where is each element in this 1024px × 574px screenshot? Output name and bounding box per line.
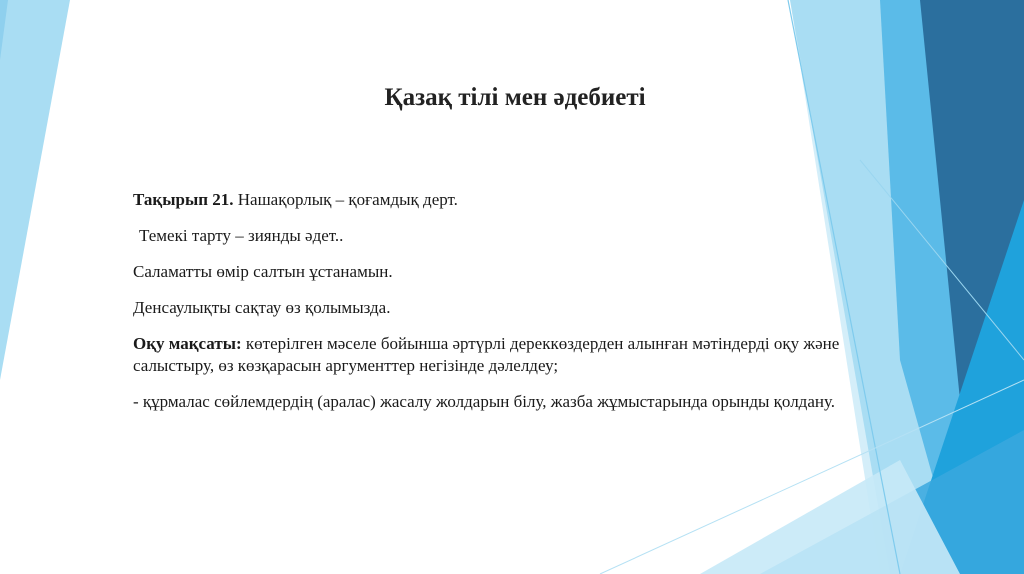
goal-label: Оқу мақсаты: bbox=[133, 334, 242, 353]
goal-text: көтерілген мәселе бойынша әртүрлі дереккөздерден алынған мәтіндерді оқу және салыстыру, өз көзқарасын аргументтер негізінде дәлелдеу; bbox=[133, 334, 840, 375]
line-health: Денсаулықты сақтау өз қолымызда. bbox=[133, 298, 391, 317]
slide-content bbox=[133, 189, 873, 427]
topic-line bbox=[133, 189, 873, 211]
goal-line bbox=[133, 333, 873, 377]
goal2-line: - құрмалас сөйлемдердің (аралас) жасалу жолдарын білу, жазба жұмыстарында орынды қолдану. bbox=[133, 392, 836, 411]
left-decor-triangle bbox=[0, 0, 70, 380]
slide-title: Қазақ тілі мен әдебиеті bbox=[384, 84, 646, 111]
topic-text: Нашақорлық – қоғамдық дерт. bbox=[233, 190, 458, 209]
topic-label: Тақырып 21. bbox=[133, 190, 234, 209]
line-smoking: Темекі тарту – зиянды әдет.. bbox=[139, 226, 344, 245]
line-healthy-life: Саламатты өмір салтын ұстанамын. bbox=[133, 262, 393, 281]
